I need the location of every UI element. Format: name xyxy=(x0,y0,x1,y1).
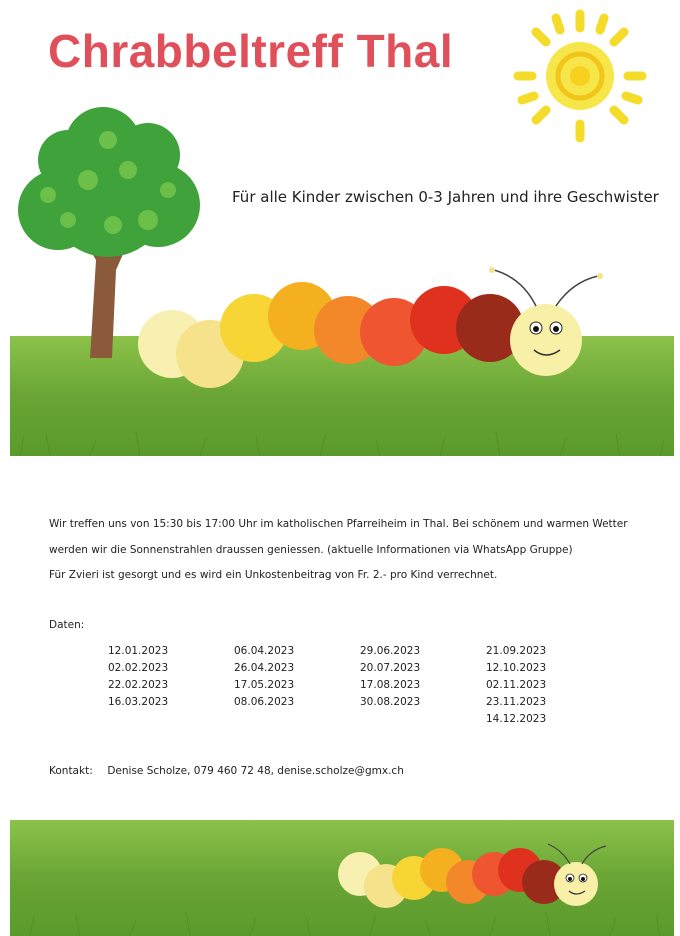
contact-line xyxy=(49,765,404,777)
date-item: 21.09.2023 xyxy=(486,645,547,657)
date-item: 12.01.2023 xyxy=(108,645,169,657)
paragraph-2: werden wir die Sonnenstrahlen draussen geniessen. (aktuelle Informationen via WhatsApp Gruppe) xyxy=(49,544,573,556)
date-item: 08.06.2023 xyxy=(234,696,295,708)
date-column-4 xyxy=(486,643,546,728)
contact-label: Kontakt: xyxy=(49,765,93,777)
caterpillar-illustration xyxy=(132,258,612,398)
bottom-caterpillar-illustration xyxy=(334,836,614,936)
contact-value: Denise Scholze, 079 460 72 48, denise.scholze@gmx.ch xyxy=(107,765,404,777)
date-item: 12.10.2023 xyxy=(486,662,547,674)
date-item: 20.07.2023 xyxy=(360,662,421,674)
page-title: Chrabbeltreff Thal xyxy=(48,25,454,77)
date-column-3 xyxy=(360,643,420,711)
date-item: 29.06.2023 xyxy=(360,645,421,657)
date-item: 02.11.2023 xyxy=(486,679,547,691)
paragraph-3: Für Zvieri ist gesorgt und es wird ein Unkostenbeitrag von Fr. 2.- pro Kind verrechnet. xyxy=(49,569,498,581)
date-item: 16.03.2023 xyxy=(108,696,169,708)
date-column-1 xyxy=(108,643,168,711)
sun-icon xyxy=(510,6,650,146)
date-item: 06.04.2023 xyxy=(234,645,295,657)
date-item: 26.04.2023 xyxy=(234,662,295,674)
date-item: 22.02.2023 xyxy=(108,679,169,691)
date-item: 02.02.2023 xyxy=(108,662,169,674)
date-item: 17.08.2023 xyxy=(360,679,421,691)
paragraph-1: Wir treffen uns von 15:30 bis 17:00 Uhr im katholischen Pfarreiheim in Thal. Bei schönem und warmen Wetter xyxy=(49,518,628,530)
dates-label: Daten: xyxy=(49,619,85,631)
date-column-2 xyxy=(234,643,294,711)
date-item: 14.12.2023 xyxy=(486,713,547,725)
date-item: 23.11.2023 xyxy=(486,696,547,708)
date-item: 17.05.2023 xyxy=(234,679,295,691)
date-item: 30.08.2023 xyxy=(360,696,421,708)
subtitle: Für alle Kinder zwischen 0-3 Jahren und ihre Geschwister xyxy=(232,188,659,206)
